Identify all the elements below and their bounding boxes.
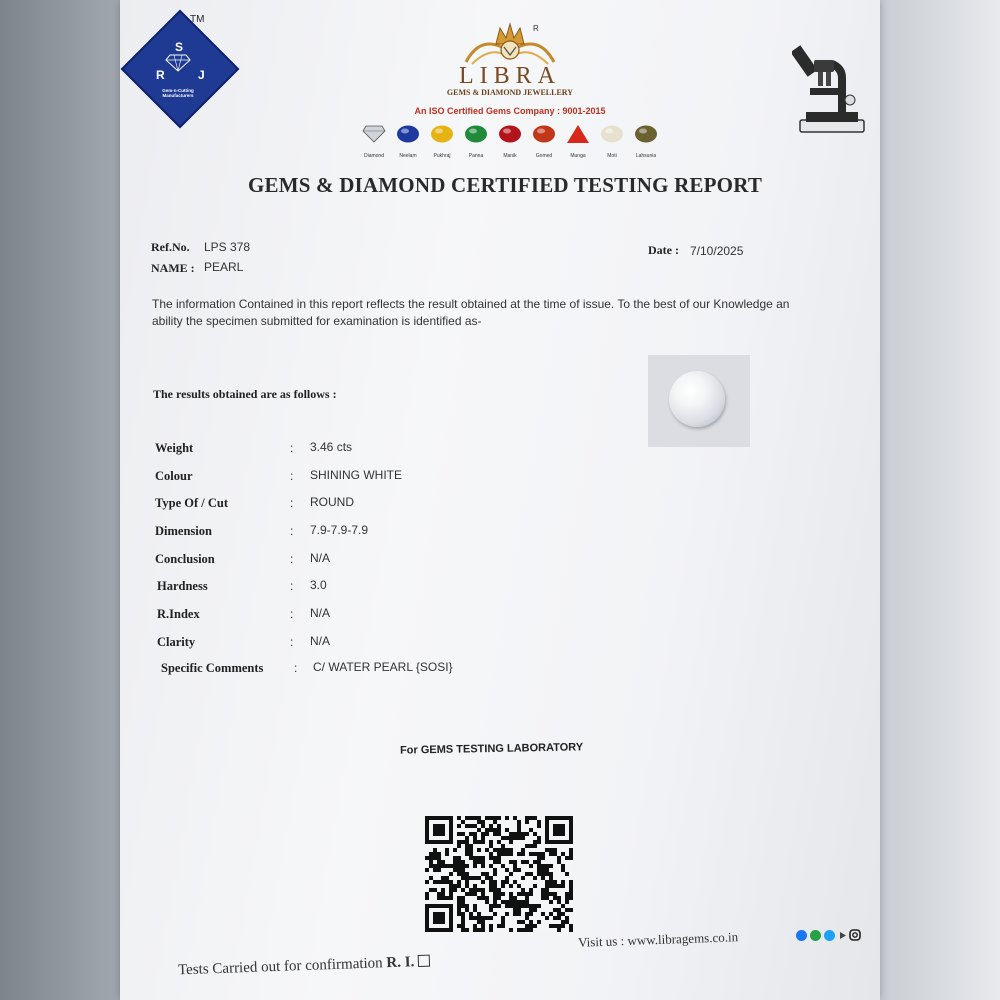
brand-name: LIBRA — [459, 63, 561, 89]
confirmation-checkbox[interactable] — [418, 955, 430, 967]
result-label: Dimension — [155, 524, 212, 538]
ref-value: LPS 378 — [204, 240, 251, 254]
result-separator: : — [290, 635, 294, 649]
tests-prefix: Tests Carried out for confirmation — [177, 955, 383, 979]
diamond-outline-icon — [165, 54, 191, 72]
result-label: Clarity — [157, 635, 196, 649]
result-separator: : — [290, 552, 294, 566]
result-label: Hardness — [157, 579, 208, 593]
name-label: NAME : — [151, 261, 195, 275]
srj-tagline: Gem-n-Cutting Manufacturers — [162, 88, 194, 98]
ref-label: Ref.No. — [151, 240, 190, 254]
tests-method: R. I. — [386, 954, 415, 972]
report-title: GEMS & DIAMOND CERTIFIED TESTING REPORT — [247, 173, 763, 197]
result-value: SHINING WHITE — [310, 468, 402, 482]
gem-label: Lahsunia — [635, 153, 657, 159]
result-value: 3.46 cts — [310, 440, 353, 454]
result-value: N/A — [310, 606, 331, 620]
date-value: 7/10/2025 — [690, 244, 744, 258]
result-separator: : — [290, 607, 294, 621]
intro-statement: The information Contained in this report reflects the result obtained at the time of issue. To the best of our Knowledge an ability the specimen submitted for examination is identified as- — [152, 297, 790, 328]
result-separator: : — [294, 661, 298, 675]
name-value: PEARL — [204, 260, 244, 274]
pearl-image — [669, 371, 725, 427]
result-separator: : — [290, 441, 294, 455]
gem-label: Diamond — [363, 153, 384, 159]
result-label: Weight — [155, 441, 194, 455]
gem-label: Neelam — [399, 153, 417, 159]
result-label: Conclusion — [155, 552, 215, 566]
result-value: C/ WATER PEARL {SOSI} — [313, 660, 453, 674]
gem-label: Manik — [503, 153, 517, 159]
background-right — [878, 0, 1000, 1000]
microscope-icon — [792, 38, 868, 136]
result-label: Specific Comments — [161, 661, 264, 675]
lab-signature: For GEMS TESTING LABORATORY — [399, 741, 584, 757]
gem-diamond-icon — [362, 125, 386, 143]
result-value: ROUND — [310, 495, 354, 509]
gem-label: Gomed — [535, 153, 553, 159]
gem-label: Moti — [607, 153, 617, 159]
gem-manik-icon — [498, 125, 522, 143]
gem-panna-icon — [464, 125, 488, 143]
result-label: R.Index — [157, 607, 200, 621]
iso-statement: An ISO Certified Gems Company : 9001-2015 — [414, 106, 606, 116]
result-value: N/A — [310, 551, 331, 565]
play-icon[interactable] — [838, 930, 848, 941]
result-value: 7.9-7.9-7.9 — [310, 523, 369, 537]
srj-logo — [128, 18, 228, 118]
website-link[interactable]: Visit us : www.libragems.co.in — [577, 929, 739, 950]
date-label: Date : — [648, 243, 679, 257]
result-separator: : — [290, 496, 294, 510]
background-left — [0, 0, 122, 1000]
gem-munga-icon — [566, 124, 590, 144]
whatsapp-icon[interactable] — [810, 930, 821, 941]
result-value: 3.0 — [310, 578, 327, 592]
result-label: Type Of / Cut — [155, 496, 229, 510]
result-separator: : — [290, 579, 294, 593]
gem-moti-icon — [600, 125, 624, 143]
trademark-mark: TM — [190, 14, 205, 25]
registered-mark: R — [533, 24, 539, 33]
result-value: N/A — [310, 634, 331, 648]
gem-gomed-icon — [532, 125, 556, 143]
gem-label: Pukhraj — [433, 153, 451, 159]
srj-letter-j: J — [198, 68, 205, 82]
gem-pukhraj-icon — [430, 125, 454, 143]
gem-neelam-icon — [396, 125, 420, 143]
facebook-icon[interactable] — [796, 930, 807, 941]
result-separator: : — [290, 469, 294, 483]
gem-label: Munga — [570, 153, 586, 159]
libra-crown-emblem-icon — [462, 22, 558, 68]
gem-label: Panna — [468, 153, 484, 159]
twitter-icon[interactable] — [824, 930, 835, 941]
srj-letter-s: S — [175, 40, 184, 54]
srj-letter-r: R — [156, 68, 165, 82]
brand-subtitle: GEMS & DIAMOND JEWELLERY — [446, 88, 574, 97]
results-heading: The results obtained are as follows : — [153, 387, 337, 401]
instagram-icon[interactable] — [849, 929, 861, 941]
gem-lahsunia-icon — [634, 125, 658, 143]
result-label: Colour — [155, 469, 193, 483]
qr-code-icon — [425, 815, 573, 933]
result-separator: : — [290, 524, 294, 538]
